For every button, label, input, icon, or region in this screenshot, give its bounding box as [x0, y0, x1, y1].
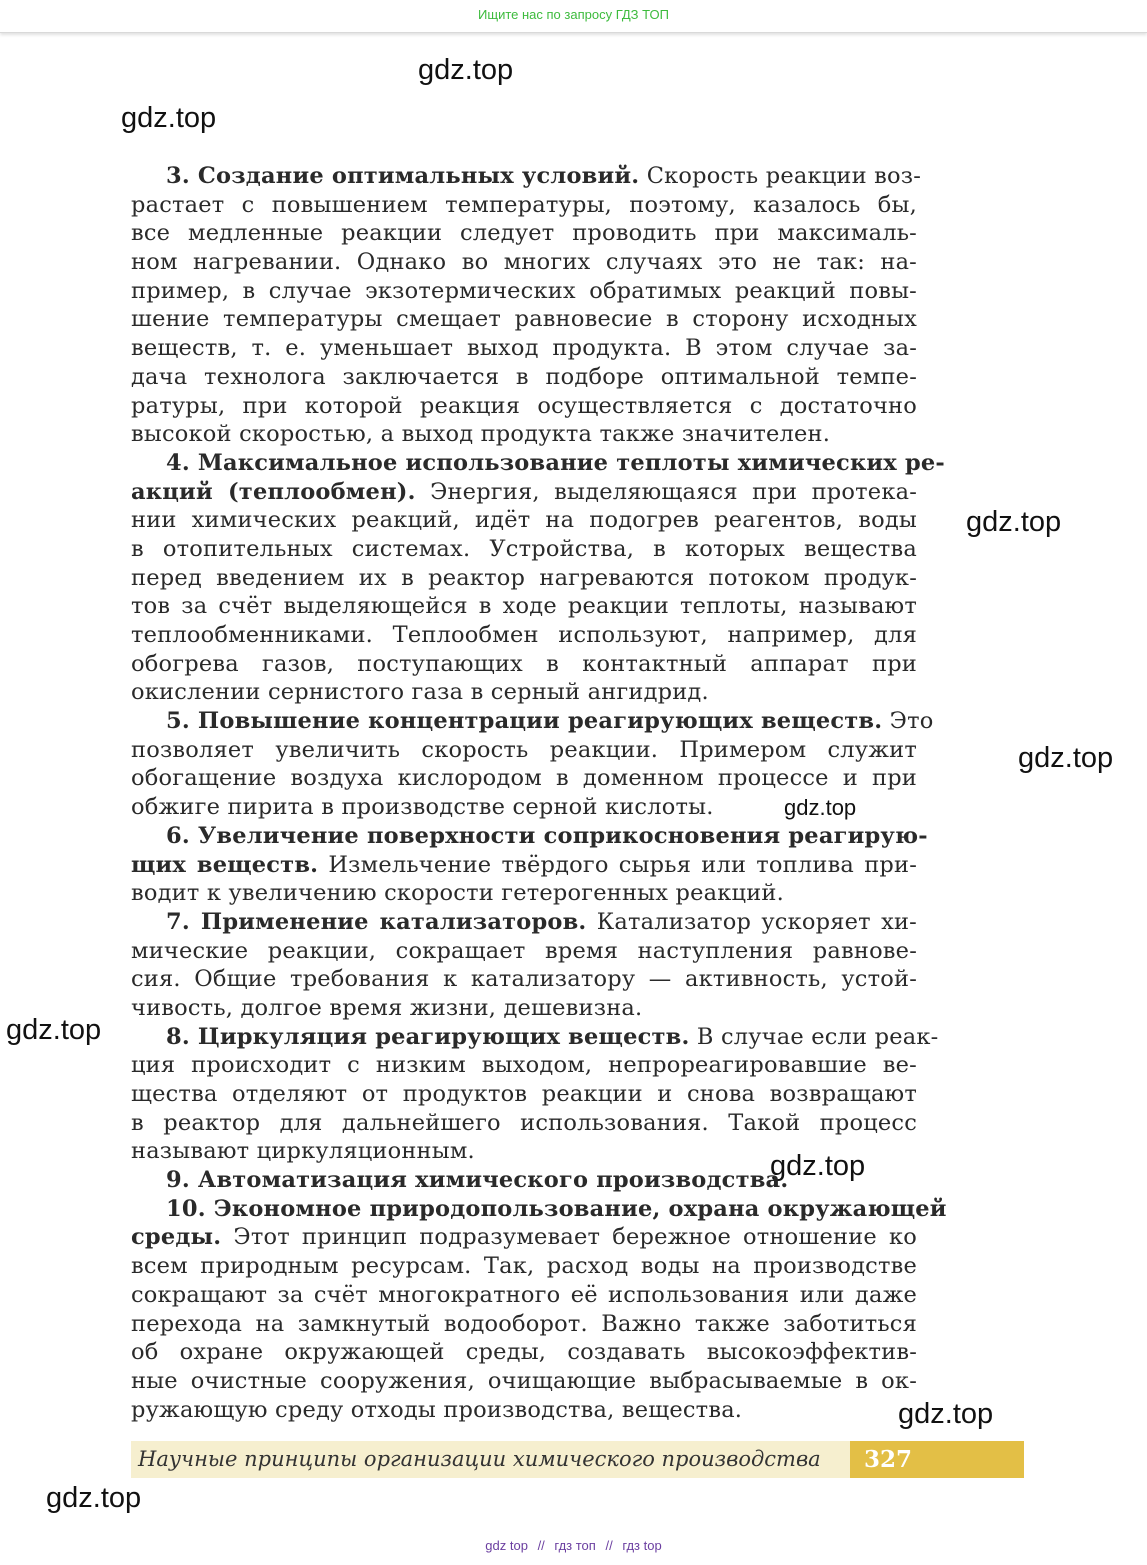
text-line: обогащение воздуха кислородом в доменном процессе и при: [131, 765, 917, 792]
text-line: дача технолога заключается в подборе оптимальной темпе-: [131, 363, 917, 390]
bottom-links: [0, 1538, 1147, 1553]
bottom-link-gdz-top-mixed[interactable]: гдз top: [622, 1538, 662, 1553]
text-line: окислении сернистого газа в серный ангидрид.: [131, 679, 709, 706]
text-line: сия. Общие требования к катализатору — активность, устой-: [131, 966, 917, 993]
text-line: 9. Автоматизация химического производства.: [166, 1167, 789, 1194]
text-line: щества отделяют от продуктов реакции и снова возвращают: [131, 1081, 917, 1107]
text-line: 6. Увеличение поверхности соприкосновения реагирую-: [166, 822, 928, 849]
watermark: gdz.top: [418, 54, 514, 86]
text-line: перед введением их в реактор нагреваются потоком продук-: [131, 564, 917, 591]
text-line: все медленные реакции следует проводить при максималь-: [131, 220, 917, 247]
text-line: обогрева газов, поступающих в контактный аппарат при: [131, 650, 917, 677]
text-line: 3. Создание оптимальных условий. Скорость реакции воз-: [166, 163, 922, 189]
text-line: шение температуры смещает равновесие в сторону исходных: [131, 306, 917, 333]
text-line: об охране окружающей среды, создавать высокоэффектив-: [131, 1339, 917, 1366]
watermark: gdz.top: [1018, 742, 1114, 774]
text-line: перехода на замкнутый водооборот. Важно также заботиться: [131, 1310, 917, 1337]
text-line: акций (теплообмен). Энергия, выделяющаяся при протека-: [131, 478, 917, 505]
chapter-title: Научные принципы организации химического производства: [138, 1447, 821, 1471]
text-line: пример, в случае экзотермических обратимых реакций повы-: [131, 277, 917, 304]
watermark: gdz.top: [966, 506, 1062, 538]
page-number: 327: [850, 1441, 1024, 1478]
text-line: ция происходит с низким выходом, непрореагировавшие ве-: [131, 1052, 917, 1079]
text-line: веществ, т. е. уменьшает выход продукта. В этом случае за-: [131, 335, 917, 362]
text-line: ратуры, при которой реакция осуществляется с достаточно: [131, 392, 917, 419]
watermark: gdz.top: [898, 1398, 994, 1430]
bottom-link-gdz-top-ru[interactable]: гдз топ: [554, 1538, 596, 1553]
watermark: gdz.top: [770, 1150, 866, 1182]
watermark: gdz.top: [121, 102, 217, 134]
watermark: gdz.top: [6, 1014, 102, 1046]
watermark: gdz.top: [46, 1482, 142, 1514]
text-line: среды. Этот принцип подразумевает бережное отношение ко: [131, 1224, 917, 1251]
text-line: водит к увеличению скорости гетерогенных реакций.: [131, 880, 784, 907]
watermark: gdz.top: [784, 795, 857, 820]
text-line: мические реакции, сокращает время наступления равнове-: [131, 937, 917, 964]
text-line: 8. Циркуляция реагирующих веществ. В случае если реак-: [166, 1023, 939, 1050]
text-line: в отопительных системах. Устройства, в которых вещества: [131, 535, 917, 562]
text-line: называют циркуляционным.: [131, 1138, 475, 1165]
search-hint-link[interactable]: Ищите нас по запросу ГДЗ ТОП: [478, 7, 669, 22]
text-line: 7. Применение катализаторов. Катализатор ускоряет хи-: [166, 908, 917, 935]
text-line: теплообменниками. Теплообмен используют, например, для: [131, 622, 917, 648]
text-line: всем природным ресурсам. Так, расход воды на производстве: [131, 1253, 917, 1280]
textbook-body: [131, 162, 947, 1424]
link-separator: //: [605, 1538, 613, 1553]
text-line: ном нагревании. Однако во многих случаях это не так: на-: [131, 249, 917, 276]
text-line: 10. Экономное природопользование, охрана окружающей: [166, 1195, 947, 1222]
text-line: сокращают за счёт многократного её использования или даже: [131, 1281, 917, 1308]
top-banner: [0, 0, 1147, 33]
text-line: ные очистные сооружения, очищающие выбрасываемые в ок-: [131, 1367, 917, 1394]
text-line: растает с повышением температуры, поэтому, казалось бы,: [131, 191, 917, 218]
text-line: ружающую среду отходы производства, вещества.: [131, 1396, 743, 1423]
link-separator: //: [537, 1538, 545, 1553]
text-line: позволяет увеличить скорость реакции. Примером служит: [131, 736, 917, 763]
page-footer-bar: [131, 1441, 1024, 1478]
text-line: высокой скоростью, а выход продукта также значителен.: [131, 421, 831, 448]
text-line: обжиге пирита в производстве серной кислоты.: [131, 794, 714, 821]
text-line: в реактор для дальнейшего использования. Такой процесс: [131, 1109, 917, 1136]
text-line: щих веществ. Измельчение твёрдого сырья или топлива при-: [131, 851, 917, 878]
text-line: 4. Максимальное использование теплоты химических ре-: [166, 449, 945, 476]
text-line: тов за счёт выделяющейся в ходе реакции теплоты, называют: [131, 593, 917, 620]
text-line: 5. Повышение концентрации реагирующих веществ. Это: [166, 708, 934, 735]
text-line: нии химических реакций, идёт на подогрев реагентов, воды: [131, 507, 917, 534]
bottom-link-gdz-top[interactable]: gdz top: [485, 1538, 528, 1553]
text-line: чивость, долгое время жизни, дешевизна.: [131, 994, 643, 1021]
